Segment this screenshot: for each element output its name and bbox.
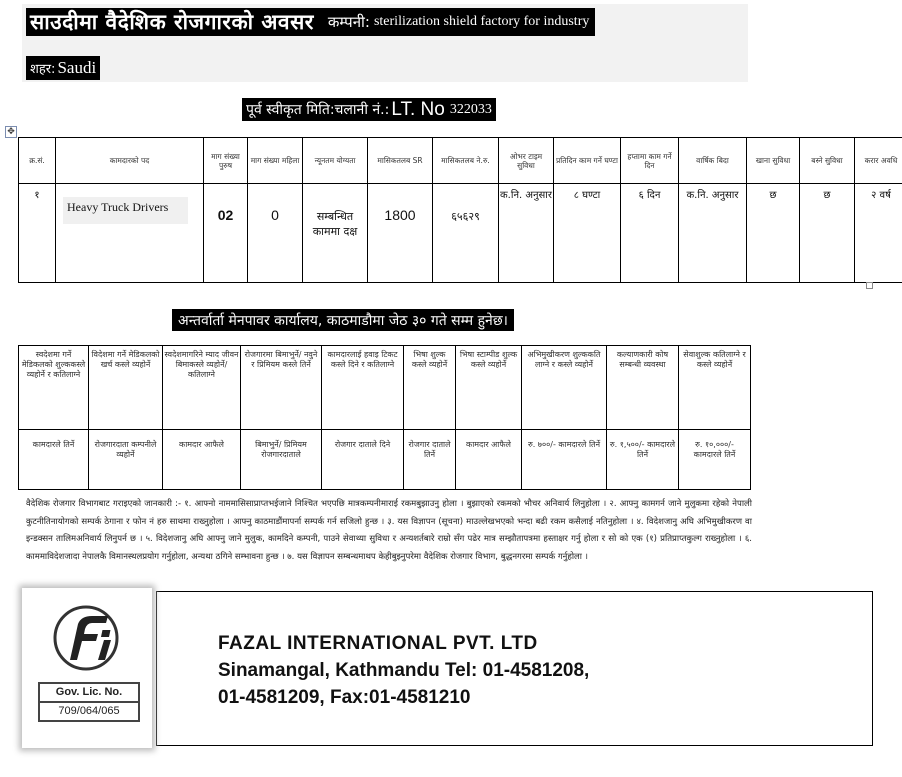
- license-badge: [38, 682, 140, 722]
- interview-notice: अन्तर्वार्ता मेनपावर कार्यालय, काठमाडौमा जेठ ३० गते सम्म हुनेछ।: [172, 309, 514, 331]
- col-header-female: माग संख्या महिला: [248, 138, 303, 184]
- lt-number: 322033: [449, 101, 492, 117]
- ad-title-np: साउदीमा वैदेशिक रोजगारको अवसर: [30, 10, 314, 34]
- fi-logo-icon: [48, 604, 126, 674]
- cell-qualification: [303, 184, 368, 283]
- salary-sr-value: 1800: [384, 207, 416, 223]
- male-count: 02: [217, 207, 234, 223]
- city-value: Saudi: [57, 58, 97, 77]
- fee-value-service-charge: रु. १०,०००/- कामदारले तिर्ने: [679, 430, 751, 490]
- company-label: कम्पनी:: [327, 13, 370, 31]
- col-header-lodging: बस्ने सुविधा: [800, 138, 855, 184]
- agency-address: Sinamangal, Kathmandu Tel: 01-4581208,: [218, 660, 590, 681]
- job-table: [18, 137, 902, 283]
- cell-male: [204, 184, 248, 283]
- col-header-position: कामदारको पद: [56, 138, 204, 184]
- col-header-days: हप्तामा काम गर्ने दिन: [621, 138, 679, 184]
- female-count: 0: [271, 207, 279, 223]
- fee-value-home-medical: कामदारले तिर्ने: [19, 430, 89, 490]
- fee-header-visa-stamping: भिषा स्टाम्पीड शुल्क कस्ले व्यहोर्ने: [456, 346, 522, 430]
- cell-food: छ: [747, 184, 800, 283]
- fee-value-air-ticket: रोजगार दाताले दिने: [322, 430, 404, 490]
- agency-contact: [218, 630, 589, 711]
- fee-table-header: [19, 346, 751, 430]
- col-header-food: खाना सुविधा: [747, 138, 800, 184]
- col-header-hours: प्रतिदिन काम गर्ने घण्टा: [554, 138, 621, 184]
- ad-title: [26, 8, 595, 36]
- fee-value-visa-fee: रोजगार दाताले तिर्ने: [404, 430, 456, 490]
- col-header-male: माग संख्या पुरुष: [204, 138, 248, 184]
- cell-sn: १: [19, 184, 56, 283]
- col-header-salary-sr: मासिकतलब SR: [368, 138, 433, 184]
- cell-female: [248, 184, 303, 283]
- job-table-header: [19, 138, 902, 184]
- cell-salary-npr: [433, 184, 499, 283]
- fee-header-welfare-fund: कल्याणकारी कोष सम्बन्धी व्यवस्था: [607, 346, 679, 430]
- cell-salary-sr: [368, 184, 433, 283]
- col-header-contract: करार अवधि: [855, 138, 902, 184]
- cell-days: ६ दिन: [621, 184, 679, 283]
- fee-header-employment-insurance: रोजगारमा बिमाभुर्ने/ नवुने र प्रिमियम कस्ले तिर्ने: [241, 346, 322, 430]
- lt-label: LT. No: [391, 98, 445, 120]
- license-label: Gov. Lic. No.: [40, 684, 138, 703]
- fee-value-abroad-medical: रोजगारदाता कम्पनीले व्यहोर्ने: [89, 430, 163, 490]
- fee-value-life-insurance: कामदार आफैले: [163, 430, 241, 490]
- col-header-salary-npr: मासिकतलब ने.रु.: [433, 138, 499, 184]
- city-label: शहर:: [30, 62, 56, 77]
- table-move-handle-icon[interactable]: ✥: [5, 126, 17, 138]
- fee-header-orientation: अभिमुखीकरण शुल्ककति लाग्ने र कस्ले व्यहोर्ने: [522, 346, 607, 430]
- salary-npr-value: ६५६२९: [451, 210, 480, 223]
- fee-header-abroad-medical: विदेशमा गर्ने मेडिकलको खर्च कस्ले व्यहोर्ने: [89, 346, 163, 430]
- fee-table: [18, 345, 751, 490]
- col-header-overtime: ओभर टाइम सुविधा: [499, 138, 554, 184]
- agency-logo-card: [22, 588, 152, 748]
- cell-overtime: क.नि. अनुसार: [499, 184, 554, 283]
- fee-header-life-insurance: स्वदेशमागरिने म्याद जीवन बिमाकस्ले व्यहोर्ने/कतिलाग्ने: [163, 346, 241, 430]
- col-header-sn: क्र.सं.: [19, 138, 56, 184]
- approval-label: पूर्व स्वीकृत मिति:चलानी नं.:: [246, 102, 390, 118]
- cell-lodging: छ: [800, 184, 855, 283]
- fee-value-employment-insurance: बिमाभुर्ने/ प्रिमियम रोजगारदाताले: [241, 430, 322, 490]
- approval-line: [242, 98, 496, 121]
- cell-leave: क.नि. अनुसार: [679, 184, 747, 283]
- fee-value-welfare-fund: रु. १,५००/- कामदारले तिर्ने: [607, 430, 679, 490]
- position-text: Heavy Truck Drivers: [63, 197, 188, 224]
- col-header-qualification: न्यूनतम योग्यता: [303, 138, 368, 184]
- col-header-leave: वार्षिक बिदा: [679, 138, 747, 184]
- agency-phone-fax: 01-4581209, Fax:01-4581210: [218, 687, 471, 708]
- table-row: [19, 184, 902, 283]
- cell-hours: ८ घण्टा: [554, 184, 621, 283]
- cell-contract: २ वर्ष: [855, 184, 902, 283]
- company-value: sterilization shield factory for industry: [373, 14, 590, 29]
- table-row: [19, 430, 751, 490]
- fee-header-home-medical: स्वदेशमा गर्ने मेडिकलको शुल्ककस्ले व्यहोर्ने र कतिलाग्ने: [19, 346, 89, 430]
- qualification-text: सम्बन्धित काममा दक्ष: [312, 210, 358, 238]
- department-notice: वैदेशिक रोजगार विभागबाट गराइएको जानकारी :- १. आफ्नो नाममासिसाप्राप्तभईजाने निश्चित भएपछि मात्रकम्पनीमाराई रकमबुझाउनु होला । बुझाएको रकमको भौचर अनिवार्य लिनुहोला । २. आफ्नु कामगर्न जाने मुलुकमा रहेको नेपाली कुटनीतिनायोगको सम्पर्क ठेगाना र फोन नं हरु साथमा राख्नुहोला । आफ्नु काठमाडौंमापर्ना सम्पर्क गर्न सजिलो हुन्छ । ३. यस विज्ञापन (सूचना) माउल्लेखभएको भन्दा बढी रकम कसैलाई नतिनुहोला । ४. विदेशजानु अघि अभिमुखीकरण वा इन्डक्सन तालिमअनिवार्य लिनुपर्न छ । ५. विदेशजानु अघि आफ्नु जाने मुलुक, कामदिने कम्पनी, पाउने सेवाथ्या सुविधा र अन्यशर्तबारे राम्रो सँग पढेर मात्र सम्झौतापत्रमा हस्ताक्षर गर्नु होला र सो को एक (१) प्रतिप्राप्तकुल्ग राख्नुहोला । ६. काममाविदेशजादा नेपालकै विमानस्थलप्रयोग गर्नुहोला, अन्यथा ठगिने सम्भावना हुन्छ । ७. यस विज्ञापन सम्बन्धमाथप केहीबुझ्नुपरेमा वैदेशिक रोजगार विभाग, बुद्धनगरमा सम्पर्क गर्नुहोला ।: [26, 499, 752, 562]
- fee-value-visa-stamping: कामदार आफैले: [456, 430, 522, 490]
- fee-header-air-ticket: कामदारलाई हवाइ टिकट कस्ले दिने र कतिलाग्ने: [322, 346, 404, 430]
- fee-header-visa-fee: भिषा शुल्क कस्ले व्यहोर्ने: [404, 346, 456, 430]
- table-resize-handle[interactable]: [866, 282, 873, 289]
- cell-position: [56, 184, 204, 283]
- fee-header-service-charge: सेवाशुल्क कतिलाग्ने र कस्ले व्यहोर्ने: [679, 346, 751, 430]
- license-number: 709/064/065: [58, 705, 120, 717]
- city-line: [26, 56, 100, 80]
- fee-value-orientation: रु. ७००/- कामदारले तिर्ने: [522, 430, 607, 490]
- agency-name: FAZAL INTERNATIONAL PVT. LTD: [218, 633, 538, 654]
